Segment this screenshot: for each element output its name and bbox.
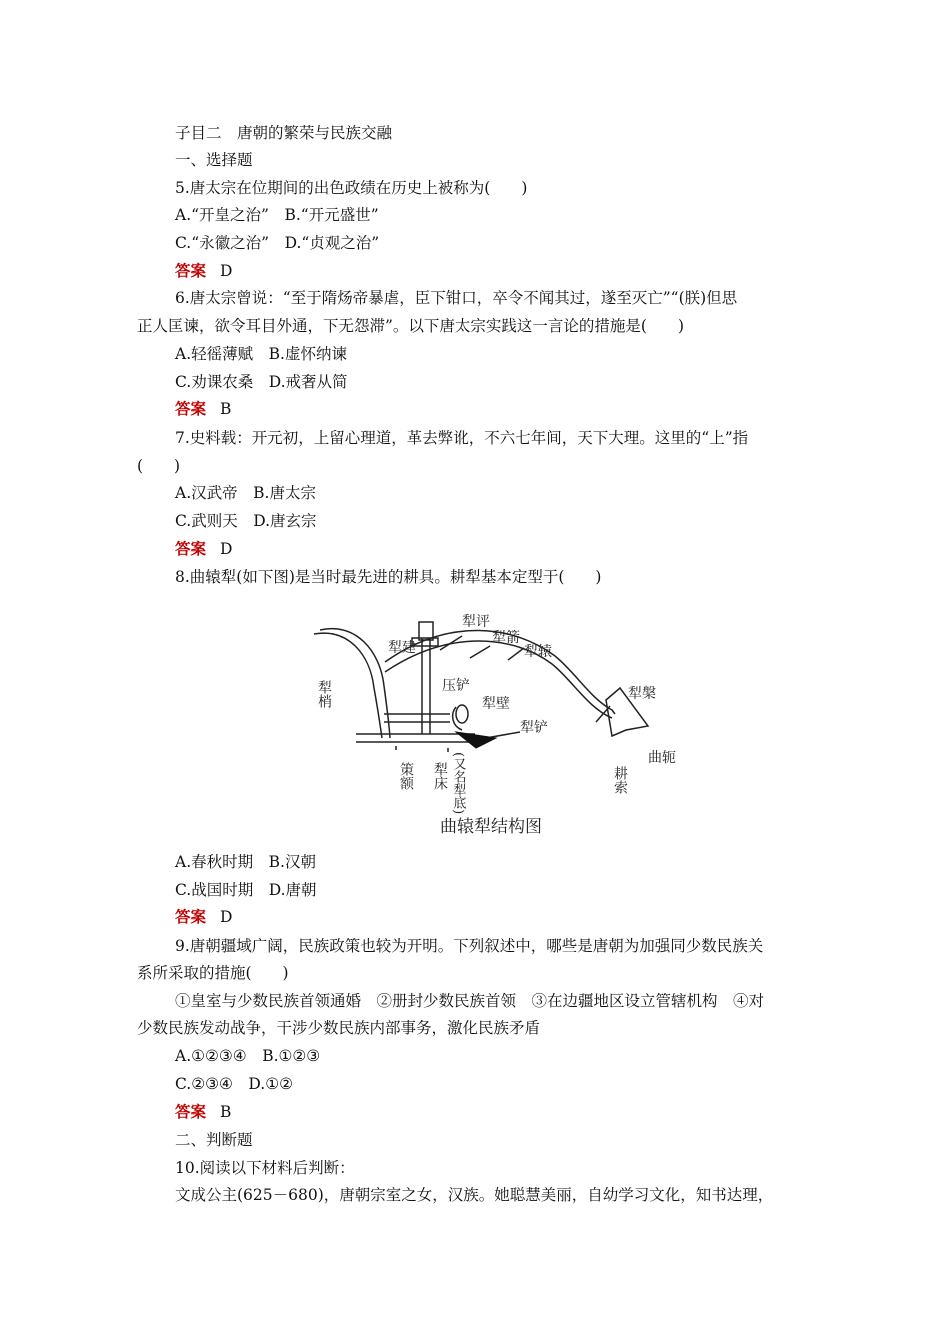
q9-items-line1: ①皇室与少数民族首领通婚 ②册封少数民族首领 ③在边疆地区设立管辖机构 ④对 bbox=[175, 992, 765, 1010]
q8-stem: 8.曲辕犁(如下图)是当时最先进的耕具。耕犁基本定型于( ) bbox=[175, 568, 602, 586]
label-liping: 犁评 bbox=[462, 614, 490, 630]
q7-stem-line2: ( ) bbox=[137, 457, 181, 475]
q7-stem-line1: 7.史料载：开元初，上留心理道，革去弊讹，不六七年间，天下大理。这里的“上”指 bbox=[175, 429, 749, 447]
plowshare-shape bbox=[456, 732, 496, 748]
label-libi: 犁壁 bbox=[482, 696, 510, 712]
plow-diagram bbox=[300, 602, 700, 842]
q7-answer-line bbox=[175, 539, 232, 559]
q8-answer: D bbox=[220, 908, 233, 926]
answer-label: 答案 bbox=[175, 1103, 207, 1121]
q9-answer: B bbox=[220, 1103, 232, 1121]
q9-options-cd: C.②③④ D.①② bbox=[175, 1075, 294, 1093]
answer-label: 答案 bbox=[175, 262, 207, 280]
label-quge: 曲轭 bbox=[648, 750, 676, 766]
part2-title: 二、判断题 bbox=[175, 1131, 253, 1149]
plow-guide-line bbox=[508, 648, 524, 660]
q5-answer: D bbox=[220, 262, 233, 280]
q9-answer-line bbox=[175, 1102, 231, 1122]
q9-options-ab: A.①②③④ B.①②③ bbox=[175, 1047, 321, 1065]
label-lichan: 犁铲 bbox=[520, 720, 548, 736]
label-lishao: 犁梢 bbox=[316, 680, 332, 708]
label-liyuan: 犁辕 bbox=[524, 644, 552, 660]
q5-stem: 5.唐太宗在位期间的出色政绩在历史上被称为( ) bbox=[175, 179, 528, 197]
label-youming: (又名犁底) bbox=[450, 752, 466, 815]
q8-options-ab: A.春秋时期 B.汉朝 bbox=[175, 853, 316, 871]
q7-options-cd: C.武则天 D.唐玄宗 bbox=[175, 512, 317, 530]
plow-moldboard-shape bbox=[456, 705, 468, 723]
q5-options-cd: C.“永徽之治” D.“贞观之治” bbox=[175, 234, 380, 252]
answer-label: 答案 bbox=[175, 540, 207, 558]
plow-guide-line bbox=[470, 646, 490, 658]
label-gensuo: 耕索 bbox=[612, 766, 628, 794]
q7-options-ab: A.汉武帝 B.唐太宗 bbox=[175, 484, 316, 502]
q6-stem-line2: 正人匡谏，欲令耳目外通，下无怨滞”。以下唐太宗实践这一言论的措施是( ) bbox=[137, 317, 685, 335]
section-title: 子目二 唐朝的繁荣与民族交融 bbox=[175, 124, 393, 142]
label-lijian2: 犁箭 bbox=[492, 630, 520, 646]
q6-answer-line bbox=[175, 399, 231, 419]
q5-options-ab: A.“开皇之治” B.“开元盛世” bbox=[175, 206, 379, 224]
figure-caption: 曲辕犁结构图 bbox=[440, 817, 542, 837]
answer-label: 答案 bbox=[175, 908, 207, 926]
label-lichuang: 犁床 bbox=[432, 762, 448, 790]
q6-options-cd: C.劝课农桑 D.戒奢从简 bbox=[175, 373, 348, 391]
q8-answer-line bbox=[175, 907, 232, 927]
q6-stem-line1: 6.唐太宗曾说：“至于隋炀帝暴虐，臣下钳口，卒令不闻其过，遂至灭亡”“(朕)但思 bbox=[175, 289, 738, 307]
part1-title: 一、选择题 bbox=[175, 151, 253, 169]
label-lipan: 犁槃 bbox=[628, 686, 656, 702]
q9-stem-line2: 系所采取的措施( ) bbox=[137, 964, 289, 982]
label-cee: 策额 bbox=[398, 762, 414, 790]
answer-label: 答案 bbox=[175, 400, 207, 418]
q8-options-cd: C.战国时期 D.唐朝 bbox=[175, 881, 317, 899]
label-lijian: 犁建 bbox=[388, 640, 416, 656]
q5-answer-line bbox=[175, 261, 232, 281]
q10-material: 文成公主(625－680)，唐朝宗室之女，汉族。她聪慧美丽，自幼学习文化，知书达理， bbox=[175, 1186, 774, 1204]
q9-stem-line1: 9.唐朝疆域广阔，民族政策也较为开明。下列叙述中，哪些是唐朝为加强同少数民族关 bbox=[175, 937, 764, 955]
q9-items-line2: 少数民族发动战争，干涉少数民族内部事务，激化民族矛盾 bbox=[137, 1019, 541, 1037]
q6-answer: B bbox=[220, 400, 232, 418]
label-yachan: 压铲 bbox=[442, 678, 470, 694]
q7-answer: D bbox=[220, 540, 233, 558]
q6-options-ab: A.轻徭薄赋 B.虚怀纳谏 bbox=[175, 345, 347, 363]
q10-stem: 10.阅读以下材料后判断： bbox=[175, 1159, 355, 1177]
